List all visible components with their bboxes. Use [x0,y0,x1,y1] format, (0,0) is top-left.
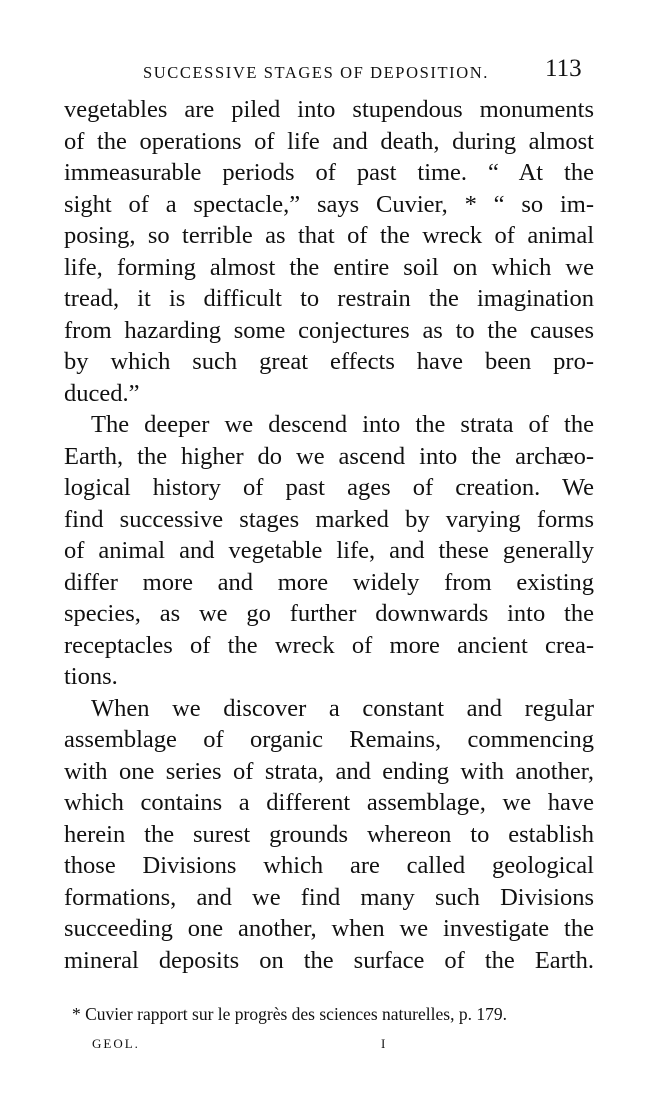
body-text [64,94,594,976]
text-line: differ more and more widely from existing [64,568,594,596]
text-line: life, forming almost the entire soil on which we [64,253,594,281]
page-number: 113 [545,55,582,82]
text-line: posing, so terrible as that of the wreck of animal [64,222,594,249]
running-title: SUCCESSIVE STAGES OF DEPOSITION. [143,63,490,82]
text-line: tions. [64,663,118,690]
signature-mark: GEOL. [92,1036,140,1051]
text-line: herein the surest grounds whereon to establish [64,820,594,848]
text-line: vegetables are piled into stupendous monuments [64,96,594,123]
text-line: by which such great effects have been pro- [64,348,594,375]
text-line: The deeper we descend into the strata of the [91,411,594,438]
text-line: formations, and we find many such Divisions [64,883,594,911]
text-line: species, as we go further downwards into the [64,600,594,627]
text-line: tread, it is difficult to restrain the imagination [64,285,594,312]
text-line: immeasurable periods of past time. “ At the [64,159,594,186]
text-line: find successive stages marked by varying forms [64,505,594,533]
text-line: with one series of strata, and ending with another, [64,757,594,785]
text-line: When we discover a constant and regular [91,694,594,722]
text-line: those Divisions which are called geological [64,852,594,879]
text-line: from hazarding some conjectures as to the causes [64,316,594,344]
text-line: of animal and vegetable life, and these generally [64,537,594,564]
text-line: which contains a different assemblage, we have [64,789,594,816]
text-line: Earth, the higher do we ascend into the archæo- [64,442,594,470]
text-line: of the operations of life and death, during almost [64,127,594,155]
page-footer [0,1036,672,1060]
footnote: * Cuvier rapport sur le progrès des sciences naturelles, p. 179. [72,1004,507,1024]
page-header [0,52,672,92]
text-line: receptacles of the wreck of more ancient crea- [64,631,594,659]
text-line: succeeding one another, when we investigate the [64,915,594,942]
paragraph [64,409,594,693]
text-line: sight of a spectacle,” says Cuvier, * “ so im- [64,190,594,218]
text-line: mineral deposits on the surface of the Earth. [64,946,594,974]
text-line: logical history of past ages of creation. We [64,474,594,501]
text-line: duced.” [64,379,140,407]
paragraph [64,693,594,977]
paragraph [64,94,594,409]
text-line: assemblage of organic Remains, commencing [64,726,594,753]
gathering-mark: I [381,1036,386,1051]
